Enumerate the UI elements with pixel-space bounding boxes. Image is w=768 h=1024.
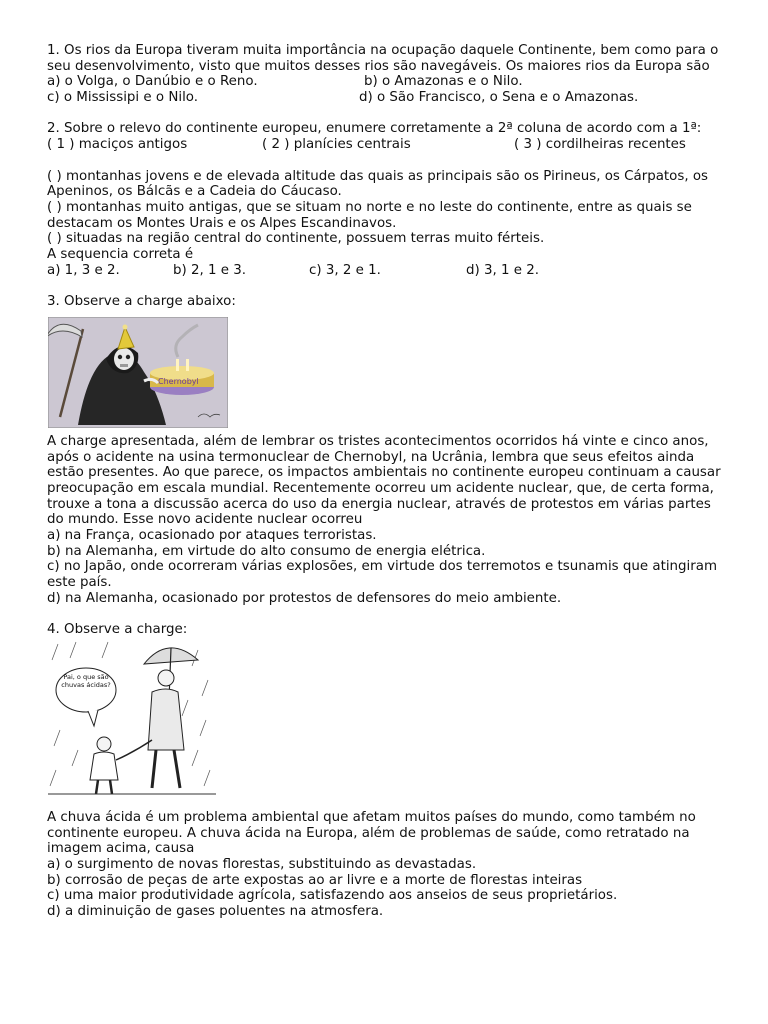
q1-option-c: c) o Mississipi e o Nilo. [47, 90, 199, 106]
bubble-text: Pai, o que são chuvas ácidas? [61, 673, 111, 689]
q2-option-d: d) 3, 1 e 2. [466, 262, 540, 278]
q4-option-d: d) a diminuição de gases poluentes na atmosfera. [47, 904, 384, 920]
chernobyl-cartoon [48, 317, 228, 428]
q1-stem: 1. Os rios da Europa tiveram muita importância na ocupação daquele Continente, bem como para o seu desenvolvimento, visto que muitos desses rios são navegáveis. Os maiores rios da Europa são [47, 43, 719, 74]
q4-option-a: a) o surgimento de novas florestas, substituindo as devastadas. [47, 857, 477, 873]
q2-option-c: c) 3, 2 e 1. [309, 262, 381, 278]
q2-stem: 2. Sobre o relevo do continente europeu, enumere corretamente a 2ª coluna de acordo com a 1ª: [47, 121, 702, 137]
q4-option-b: b) corrosão de peças de arte expostas ao ar livre e a morte de florestas inteiras [47, 872, 583, 888]
acid-rain-cartoon [48, 640, 216, 798]
q3-stem: 3. Observe a charge abaixo: [47, 294, 236, 310]
cake-label: Chernobyl [158, 376, 199, 386]
q1-option-d: d) o São Francisco, o Sena e o Amazonas. [359, 90, 639, 106]
q2-columns-row [47, 137, 727, 153]
q4-option-c: c) uma maior produtividade agrícola, satisfazendo aos anseios de seus proprietários. [47, 888, 618, 904]
q2-item-3: ( ) situadas na região central do continente, possuem terras muito férteis. [47, 231, 545, 247]
q2-item-1: ( ) montanhas jovens e de elevada altitude das quais as principais são os Pirineus, os Cárpatos, os Apeninos, os Bálcãs e a Cadeia do Cáucaso. [47, 168, 709, 200]
q2-item-2: ( ) montanhas muito antigas, que se situam no norte e no leste do continente, entre as quais se destacam os Montes Urais e os Alpes Escandinavos. [47, 199, 692, 231]
q4-text: A chuva ácida é um problema ambiental que afetam muitos países do mundo, como também no continente europeu. A chuva ácida na Europa, além de problemas de saúde, como retratado na imagem acima, causa [47, 809, 696, 857]
q3-option-b: b) na Alemanha, em virtude do alto consumo de energia elétrica. [47, 543, 486, 559]
q2-option-b: b) 2, 1 e 3. [173, 262, 247, 278]
q3-option-c: c) no Japão, onde ocorreram várias explosões, em virtude dos terremotos e tsunamis que atingiram este país. [47, 559, 718, 591]
q2-col-2: ( 2 ) planícies centrais [262, 137, 411, 153]
q3-option-d: d) na Alemanha, ocasionado por protestos de defensores do meio ambiente. [47, 590, 562, 606]
q4-stem: 4. Observe a charge: [47, 622, 188, 638]
q3-option-a: a) na França, ocasionado por ataques terroristas. [47, 528, 377, 544]
q1-options-row-1 [47, 74, 727, 90]
q2-col-1: ( 1 ) maciços antigos [47, 137, 188, 153]
q2-option-a: a) 1, 3 e 2. [47, 262, 120, 278]
q2-options-row [47, 263, 727, 279]
q1-option-b: b) o Amazonas e o Nilo. [364, 74, 523, 90]
q1-options-row-2 [47, 90, 727, 106]
q2-sequence-label: A sequencia correta é [47, 247, 194, 263]
exam-page [47, 43, 727, 920]
q3-text: A charge apresentada, além de lembrar os tristes acontecimentos ocorridos há vinte e cinco anos, após o acidente na usina termonuclear de Chernobyl, na Ucrânia, lembra que seus efeitos ainda estão presentes. Ao que parece, os impactos ambientais no continente europeu continuam a causar preocupação em escala mundial. Recentemente ocorreu um acidente nuclear, que, de certa forma, trouxe a tona a discussão acerca do uso da energia nuclear, através de protestos em várias partes do mundo. Esse novo acidente nuclear ocorreu [47, 433, 721, 528]
q1-option-a: a) o Volga, o Danúbio e o Reno. [47, 74, 258, 90]
q2-col-3: ( 3 ) cordilheiras recentes [514, 137, 686, 153]
